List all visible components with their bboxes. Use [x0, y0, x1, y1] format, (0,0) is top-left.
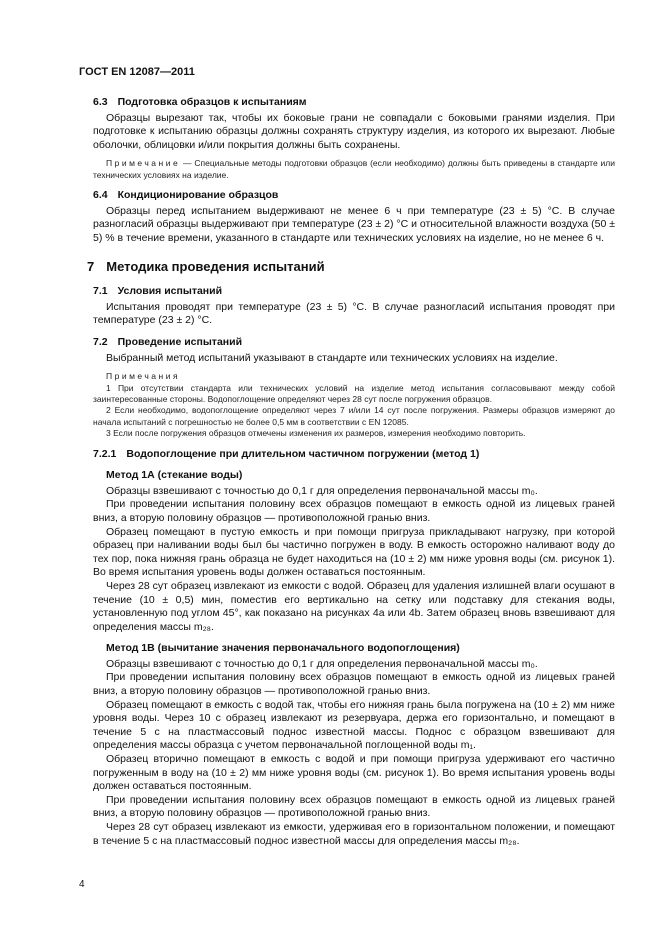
paragraph: Образец вторично помещают в емкость с водой и при помощи пригруза удерживают его частично погруженным в воду на (10 ± 2) мм ниже уровня воды (см. рисунок 1). Во время испытания уровень воды должен оставаться постоянным.: [93, 753, 615, 793]
paragraph: Образцы взвешивают с точностью до 0,1 г для определения первоначальной массы m₀.: [106, 657, 538, 670]
note-body: — Специальные методы подготовки образцов (если необходимо) должны быть приведены в стандарте или технических условиях на изделие.: [93, 158, 615, 180]
heading-number: 7.2.1: [93, 447, 117, 460]
heading-text: Кондиционирование образцов: [117, 189, 279, 202]
paragraph: Выбранный метод испытаний указывают в стандарте или технических условиях на изделие.: [106, 351, 558, 364]
note-text: 2 Если необходимо, водопоглощение определяют через 7 и/или 14 сут после погружения. Размеры образцов измеряют до начала испытаний с погрешностью не более 0,5 мм в соответствии с EN 12085.: [93, 405, 615, 427]
paragraph: Испытания проводят при температуре (23 ± 5) °С. В случае разногласий испытания проводят при температуре (23 ± 2) °С.: [93, 300, 615, 327]
paragraph: Через 28 сут образец извлекают из емкости, удерживая его в горизонтальном положении, и помещают в течение 5 с на пластмассовый поднос известной массы для определения массы m₂₈.: [93, 821, 615, 847]
paragraph: Через 28 сут образец извлекают из емкости с водой. Образец для удаления излишней влаги осушают в течение (10 ± 0,5) мин, поместив его вертикально на сетку или подставку для стекания воды, установленную под углом 45°, как показано на рисунках 4а или 4b. Затем образец вновь взвешивают для определения массы m₂₈.: [93, 579, 615, 633]
document-header: ГОСТ EN 12087—2011: [79, 66, 195, 78]
method-heading: Метод 1А (стекание воды): [106, 469, 243, 482]
heading-number: 6.4: [93, 189, 108, 202]
document-body: [87, 96, 615, 848]
paragraph: Образец помещают в пустую емкость и при помощи пригруза прикладывают нагрузку, при которой образец при наливании воды был бы частично погружен в воду. В емкость осторожно наливают воду до тех пор, пока нижняя грань образца не будет находиться на (10 ± 2) мм ниже уровня воды (см. рисунок 1). Во время испытания уровень воды должен оставаться постоянным.: [93, 525, 615, 579]
heading-text: Подготовка образцов к испытаниям: [117, 96, 307, 108]
subsection-heading: [93, 285, 615, 299]
note-text: 1 При отсутствии стандарта или технических условий на изделие метод испытания согласовывают между собой заинтересованные стороны. Водопоглощение определяют через 28 сут после погружения образцов.: [93, 382, 615, 404]
paragraph: Образец помещают в емкость с водой так, чтобы его нижняя грань была погружена на (10 ± 2) мм ниже уровня воды. Через 10 с образец извлекают из резервуара, держа его горизонтально, и помещают в течение 5 с на пластмассовый поднос известной массы. Поднос с образцом взвешивают для определения массы образца с учетом первоначальной поглощенной воды m₁.: [93, 698, 615, 752]
heading-text: Условия испытаний: [117, 285, 223, 298]
heading-number: 7.2: [93, 335, 108, 348]
paragraph: При проведении испытания половину всех образцов помещают в емкость одной из лицевых граней вниз, а вторую половину образцов — противоположной гранью вниз.: [93, 793, 615, 820]
paragraph: При проведении испытания половину всех образцов помещают в емкость одной из лицевых граней вниз, а вторую половину образцов — противоположной гранью вниз.: [93, 498, 615, 524]
notes-heading: [93, 371, 615, 382]
note-label: Примечание: [106, 158, 181, 169]
subsection-heading: [93, 96, 615, 110]
heading-number: 7.1: [93, 285, 108, 298]
heading-number: 6.3: [93, 96, 108, 108]
paragraph: Образцы вырезают так, чтобы их боковые грани не совпадали с боковыми гранями изделия. При подготовке к испытанию образцы должны сохранять структуру изделия, из которого их вырезают. Любые оболочки, облицовки и/или покрытия должны быть сохранены.: [93, 111, 615, 151]
paragraph: При проведении испытания половину всех образцов помещают в емкость одной из лицевых граней вниз, а вторую половину образцов — противоположной гранью вниз.: [93, 671, 615, 698]
heading-text: Проведение испытаний: [117, 335, 243, 348]
note-text: 3 Если после погружения образцов отмечены изменения их размеров, измерения необходимо повторить.: [106, 428, 526, 439]
heading-text: Водопоглощение при длительном частичном погружении (метод 1): [126, 447, 480, 460]
heading-text: Методика проведения испытаний: [106, 258, 325, 274]
paragraph: Образцы перед испытанием выдерживают не менее 6 ч при температуре (23 ± 5) °С. В случае разногласий образцы выдерживают при температуре (23 ± 2) °С и относительной влажности воздуха (50 ± 5) % в течение времени, указанного в стандарте или технических условиях на изделие, но не менее 6 ч.: [93, 204, 615, 244]
subsection-heading: [93, 189, 615, 203]
notes-label: Примечания: [106, 371, 181, 382]
subsection-heading: [93, 336, 615, 350]
paragraph: Образцы взвешивают с точностью до 0,1 г для определения первоначальной массы m₀.: [106, 484, 538, 497]
method-heading: Метод 1В (вычитание значения первоначального водопоглощения): [106, 642, 460, 655]
heading-number: 7: [87, 258, 95, 274]
note-text: [93, 158, 615, 181]
section-heading: [87, 260, 615, 274]
subsection-heading: [93, 448, 615, 462]
page-number: 4: [79, 879, 85, 890]
